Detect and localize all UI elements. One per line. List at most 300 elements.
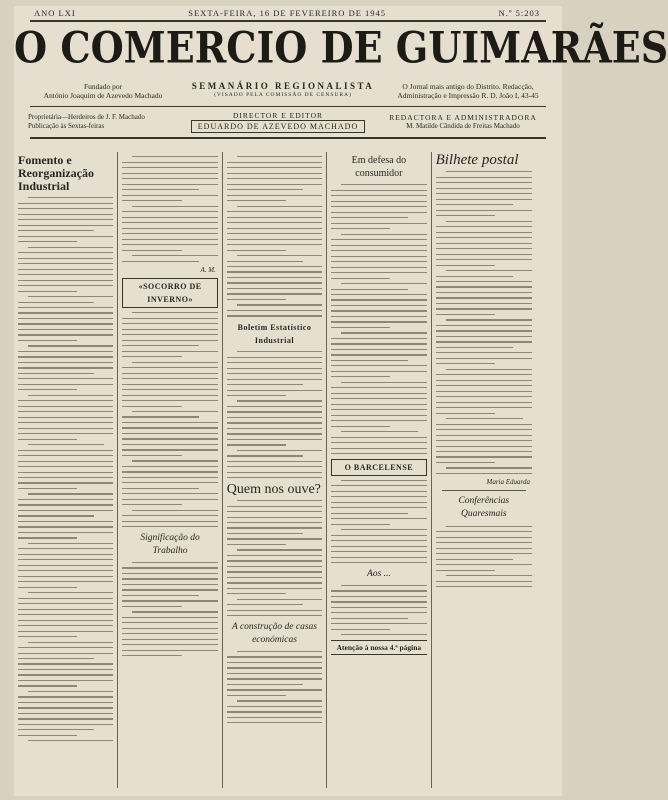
text-line	[18, 658, 94, 659]
text-line	[227, 211, 322, 212]
text-line	[331, 343, 426, 344]
subtitle-text: SEMANÁRIO REGIONALISTA	[191, 81, 375, 91]
text-line	[227, 167, 322, 168]
text-line	[18, 367, 113, 368]
text-line	[122, 228, 217, 229]
text-line	[227, 706, 322, 707]
text-line	[436, 456, 532, 457]
text-line	[122, 595, 198, 596]
text-line	[18, 587, 77, 588]
text-line	[122, 200, 181, 201]
text-line	[436, 413, 496, 414]
founder-name: António Joaquim de Azevedo Machado	[43, 91, 163, 100]
text-line	[331, 409, 426, 410]
text-line	[18, 620, 113, 621]
text-line	[331, 354, 426, 355]
text-line	[18, 614, 113, 615]
text-line	[18, 609, 113, 610]
text-line	[227, 711, 322, 712]
text-line	[227, 689, 322, 690]
subhead-row	[14, 76, 562, 106]
text-line	[18, 499, 113, 500]
text-line	[132, 611, 217, 612]
text-line	[18, 236, 113, 237]
text-line	[227, 233, 322, 234]
text-line	[18, 735, 77, 736]
text-line	[28, 543, 113, 544]
text-line	[331, 590, 426, 591]
text-line	[18, 461, 113, 462]
text-line	[18, 472, 113, 473]
text-line	[227, 511, 322, 512]
text-line	[227, 200, 286, 201]
text-line	[227, 411, 322, 412]
text-line	[122, 499, 217, 500]
text-line	[18, 636, 77, 637]
article-body	[331, 480, 426, 563]
text-line	[18, 488, 77, 489]
text-line	[18, 439, 77, 440]
text-line	[331, 206, 426, 207]
text-line	[446, 369, 532, 370]
text-line	[122, 584, 217, 585]
text-line	[122, 167, 217, 168]
text-line	[227, 662, 322, 663]
text-line	[331, 502, 426, 503]
text-line	[18, 510, 113, 511]
text-line	[227, 428, 322, 429]
article-body	[227, 156, 322, 316]
text-line	[18, 285, 113, 286]
owner-block	[28, 113, 178, 131]
article-columns	[14, 152, 536, 788]
publication-day: Publicação às Sextas-feiras	[28, 122, 105, 130]
text-line	[28, 247, 113, 248]
text-line	[122, 195, 217, 196]
text-line	[227, 222, 322, 223]
editor-name: M. Matilde Cândida de Freitas Machado	[406, 122, 520, 130]
text-line	[331, 289, 407, 290]
text-line	[331, 217, 407, 218]
text-line	[122, 438, 217, 439]
text-line	[341, 382, 426, 383]
column-1	[14, 152, 118, 788]
text-line	[28, 444, 104, 445]
text-line	[227, 173, 322, 174]
column-2	[118, 152, 222, 788]
text-line	[436, 553, 532, 554]
text-line	[18, 669, 113, 670]
text-line	[227, 357, 322, 358]
text-line	[227, 373, 322, 374]
text-line	[331, 365, 426, 366]
text-line	[436, 374, 532, 375]
text-line	[28, 197, 113, 198]
text-line	[18, 318, 113, 319]
text-line	[28, 642, 113, 643]
text-line	[331, 321, 426, 322]
text-line	[18, 707, 113, 708]
text-line	[227, 566, 322, 567]
text-line	[436, 564, 532, 565]
text-line	[436, 188, 532, 189]
text-line	[132, 411, 217, 412]
text-line	[436, 435, 532, 436]
text-line	[18, 219, 113, 220]
text-line	[341, 634, 426, 635]
text-line	[18, 559, 113, 560]
text-line	[122, 356, 181, 357]
text-line	[122, 345, 198, 346]
text-line	[122, 211, 217, 212]
text-line	[237, 255, 322, 256]
text-line	[331, 250, 426, 251]
text-line	[436, 347, 513, 348]
text-line	[18, 685, 77, 686]
issue-year: ANO LXI	[34, 8, 76, 18]
text-line	[227, 189, 303, 190]
text-line	[331, 562, 426, 563]
text-line	[227, 582, 322, 583]
text-line	[341, 585, 426, 586]
text-line	[227, 610, 322, 611]
editor-label: REDACTORA E ADMINISTRADORA	[389, 113, 537, 122]
text-line	[227, 684, 303, 685]
text-line	[18, 208, 113, 209]
text-line	[227, 271, 322, 272]
text-line	[227, 667, 322, 668]
text-line	[122, 222, 217, 223]
column-4	[327, 152, 431, 788]
text-line	[18, 241, 77, 242]
header-bottom-rule	[30, 137, 546, 139]
text-line	[18, 351, 113, 352]
text-line	[436, 446, 532, 447]
text-line	[18, 598, 113, 599]
text-line	[227, 368, 322, 369]
article-title: Significação do Trabalho	[140, 532, 200, 556]
text-line	[18, 548, 113, 549]
text-line	[331, 415, 426, 416]
text-line	[18, 565, 113, 566]
text-line	[331, 201, 426, 202]
text-line	[227, 533, 303, 534]
text-line	[436, 248, 532, 249]
text-line	[227, 315, 322, 316]
text-line	[237, 156, 322, 157]
director-label: DIRECTOR E EDITOR	[232, 111, 324, 120]
text-line	[122, 395, 217, 396]
text-line	[331, 272, 426, 273]
text-line	[18, 362, 113, 363]
text-line	[18, 554, 113, 555]
director-name: EDUARDO DE AZEVEDO MACHADO	[191, 120, 365, 133]
text-line	[18, 252, 113, 253]
text-line	[122, 482, 217, 483]
owner-text: Proprietária—Herdeiros de J. F. Machado	[28, 113, 145, 121]
text-line	[227, 250, 286, 251]
text-line	[122, 422, 217, 423]
text-line	[18, 537, 77, 538]
text-line	[331, 316, 426, 317]
article-title: O BARCELENSE	[331, 459, 426, 476]
text-line	[122, 628, 217, 629]
text-line	[18, 526, 113, 527]
text-line	[331, 448, 426, 449]
text-line	[341, 529, 426, 530]
text-line	[28, 395, 113, 396]
text-line	[237, 549, 322, 550]
text-line	[237, 206, 322, 207]
text-line	[436, 424, 532, 425]
text-line	[122, 567, 217, 568]
text-line	[446, 221, 532, 222]
text-line	[436, 232, 532, 233]
article-title: A construção de casas económicas	[231, 621, 318, 645]
text-line	[18, 625, 113, 626]
text-line	[122, 650, 217, 651]
article-body	[122, 562, 217, 656]
article-body	[18, 197, 113, 741]
text-line	[331, 551, 426, 552]
article-body	[227, 351, 322, 478]
text-line	[227, 461, 322, 462]
text-line	[446, 319, 532, 320]
text-line	[18, 702, 113, 703]
text-line	[436, 581, 532, 582]
masthead-title: O COMERCIO DE GUIMARÃES	[14, 22, 668, 73]
text-line	[341, 332, 426, 333]
text-line	[18, 653, 113, 654]
text-line	[227, 362, 322, 363]
text-line	[436, 429, 532, 430]
text-line	[436, 199, 532, 200]
text-line	[341, 431, 417, 432]
text-line	[18, 581, 113, 582]
text-line	[436, 586, 532, 587]
text-line	[331, 453, 426, 454]
text-line	[227, 577, 322, 578]
text-line	[18, 450, 113, 451]
text-line	[18, 389, 77, 390]
text-line	[122, 351, 217, 352]
text-line	[436, 542, 532, 543]
text-line	[436, 204, 513, 205]
text-line	[331, 546, 426, 547]
text-line	[227, 406, 322, 407]
text-line	[237, 500, 322, 501]
text-line	[446, 575, 532, 576]
text-line	[436, 451, 532, 452]
text-line	[132, 312, 217, 313]
article-title: Fomento e Reorganização Industrial	[18, 153, 94, 193]
text-line	[436, 237, 532, 238]
text-line	[436, 363, 496, 364]
text-line	[436, 281, 532, 282]
text-line	[227, 244, 322, 245]
text-line	[132, 362, 217, 363]
text-line	[18, 455, 113, 456]
text-line	[18, 428, 113, 429]
text-line	[331, 524, 390, 525]
text-line	[436, 308, 532, 309]
text-line	[18, 400, 113, 401]
text-line	[18, 631, 113, 632]
director-block	[178, 111, 378, 133]
text-line	[436, 391, 532, 392]
text-line	[18, 680, 113, 681]
text-line	[122, 239, 217, 240]
text-line	[18, 384, 113, 385]
text-line	[331, 535, 426, 536]
text-line	[18, 356, 113, 357]
founder-label: Fundado por	[83, 82, 123, 91]
text-line	[122, 455, 181, 456]
text-line	[436, 537, 532, 538]
text-line	[331, 557, 426, 558]
text-line	[331, 360, 407, 361]
text-line	[227, 195, 322, 196]
text-line	[122, 233, 217, 234]
text-line	[18, 373, 94, 374]
text-line	[227, 673, 322, 674]
text-line	[122, 471, 217, 472]
text-line	[18, 269, 113, 270]
text-line	[122, 384, 217, 385]
text-line	[331, 256, 426, 257]
text-line	[436, 215, 496, 216]
text-line	[227, 439, 322, 440]
text-line	[18, 477, 113, 478]
text-line	[28, 296, 113, 297]
text-line	[436, 182, 532, 183]
text-line	[227, 384, 303, 385]
text-line	[227, 604, 303, 605]
text-line	[18, 718, 113, 719]
column-separator	[442, 490, 526, 491]
text-line	[436, 330, 532, 331]
article-title: «SOCORRO DE INVERNO»	[122, 278, 217, 308]
text-line	[18, 515, 94, 516]
text-line	[331, 496, 426, 497]
text-line	[436, 396, 532, 397]
text-line	[436, 473, 532, 474]
text-line	[122, 189, 198, 190]
text-line	[436, 548, 532, 549]
text-line	[122, 389, 217, 390]
text-line	[122, 578, 217, 579]
text-line	[18, 307, 113, 308]
text-line	[331, 596, 426, 597]
text-line	[436, 570, 496, 571]
text-line	[122, 244, 217, 245]
text-line	[18, 532, 113, 533]
text-line	[436, 292, 532, 293]
text-line	[331, 376, 390, 377]
text-line	[18, 411, 113, 412]
text-line	[331, 278, 390, 279]
text-line	[227, 477, 322, 478]
text-line	[227, 506, 322, 507]
text-line	[28, 740, 113, 741]
text-line	[436, 380, 532, 381]
text-line	[227, 277, 322, 278]
text-line	[331, 393, 426, 394]
text-line	[227, 538, 322, 539]
address-line-1: O Jornal mais antigo do Distrito. Redacção,	[402, 82, 534, 91]
text-line	[227, 433, 322, 434]
text-line	[18, 225, 113, 226]
text-line	[122, 504, 181, 505]
text-line	[122, 449, 217, 450]
text-line	[331, 195, 426, 196]
text-line	[331, 612, 426, 613]
text-line	[446, 171, 532, 172]
text-line	[18, 334, 113, 335]
text-line	[227, 615, 322, 616]
text-line	[122, 477, 217, 478]
text-line	[227, 395, 286, 396]
text-line	[227, 228, 322, 229]
text-line	[227, 379, 322, 380]
text-line	[132, 460, 217, 461]
article-title: Bilhete postal	[435, 152, 519, 168]
text-line	[18, 280, 113, 281]
text-line	[132, 206, 217, 207]
text-line	[436, 531, 532, 532]
text-line	[331, 607, 426, 608]
text-line	[122, 655, 181, 656]
article-title: Em defesa do consumidor	[351, 155, 407, 179]
text-line	[331, 310, 426, 311]
text-line	[18, 504, 113, 505]
issue-date: SEXTA-FEIRA, 16 DE FEVEREIRO DE 1945	[188, 8, 387, 18]
text-line	[331, 507, 426, 508]
text-line	[436, 314, 496, 315]
text-line	[18, 482, 113, 483]
text-line	[227, 417, 322, 418]
text-line	[122, 416, 198, 417]
text-line	[18, 274, 113, 275]
text-line	[122, 173, 217, 174]
text-line	[436, 336, 532, 337]
text-line	[227, 162, 322, 163]
text-line	[122, 217, 217, 218]
text-line	[28, 592, 113, 593]
text-line	[18, 230, 94, 231]
text-line	[18, 422, 113, 423]
text-line	[18, 647, 113, 648]
text-line	[122, 589, 217, 590]
text-line	[18, 340, 77, 341]
text-line	[331, 426, 390, 427]
text-line	[18, 203, 113, 204]
article-body	[331, 184, 426, 454]
article-body	[122, 312, 217, 527]
text-line	[436, 352, 532, 353]
text-line	[331, 387, 426, 388]
text-line	[227, 310, 322, 311]
article-body	[436, 526, 532, 588]
page-notice-banner: Atenção à nossa 4.ª página	[331, 640, 426, 655]
text-line	[341, 184, 426, 185]
text-line	[122, 406, 181, 407]
text-line	[331, 442, 426, 443]
text-line	[227, 522, 322, 523]
text-line	[331, 420, 426, 421]
issue-number: N.º 5:203	[498, 8, 540, 18]
text-line	[227, 184, 322, 185]
